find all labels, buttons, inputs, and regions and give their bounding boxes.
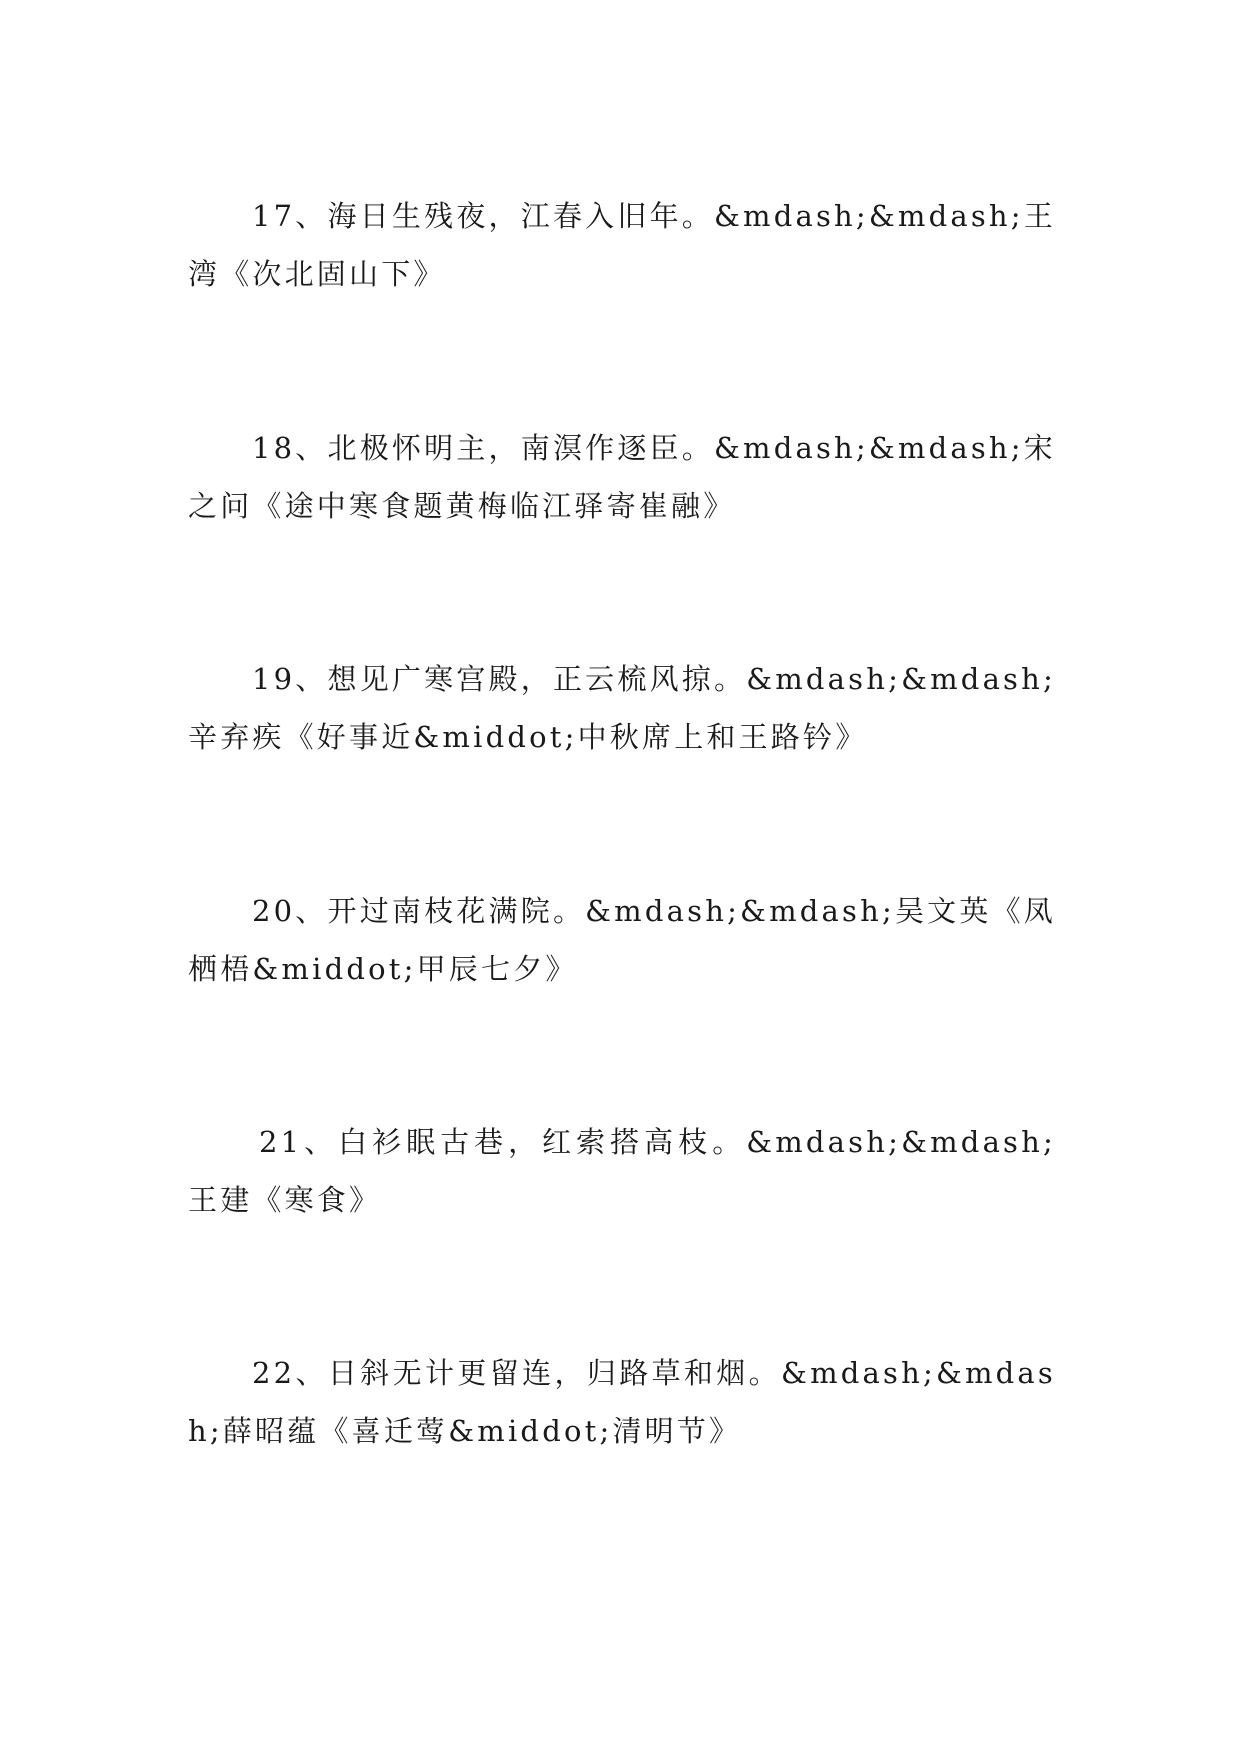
- quote-paragraph-18: 18、北极怀明主，南溟作逐臣。&mdash;&mdash;宋之问《途中寒食题黄梅临江驿寄崔融》: [188, 431, 1056, 523]
- quote-paragraph-19: 19、想见广寒宫殿，正云梳风掠。&mdash;&mdash;辛弃疾《好事近&middot;中秋席上和王路钤》: [188, 662, 1056, 754]
- quote-paragraph-17: 17、海日生残夜，江春入旧年。&mdash;&mdash;王湾《次北固山下》: [188, 199, 1056, 291]
- quote-paragraph-22: 22、日斜无计更留连，归路草和烟。&mdash;&mdash;薛昭蕴《喜迁莺&middot;清明节》: [188, 1356, 1056, 1448]
- quote-paragraph-21: 21、白衫眠古巷，红索搭高枝。&mdash;&mdash;王建《寒食》: [188, 1125, 1056, 1217]
- quote-paragraph-20: 20、开过南枝花满院。&mdash;&mdash;吴文英《凤栖梧&middot;甲辰七夕》: [188, 894, 1056, 986]
